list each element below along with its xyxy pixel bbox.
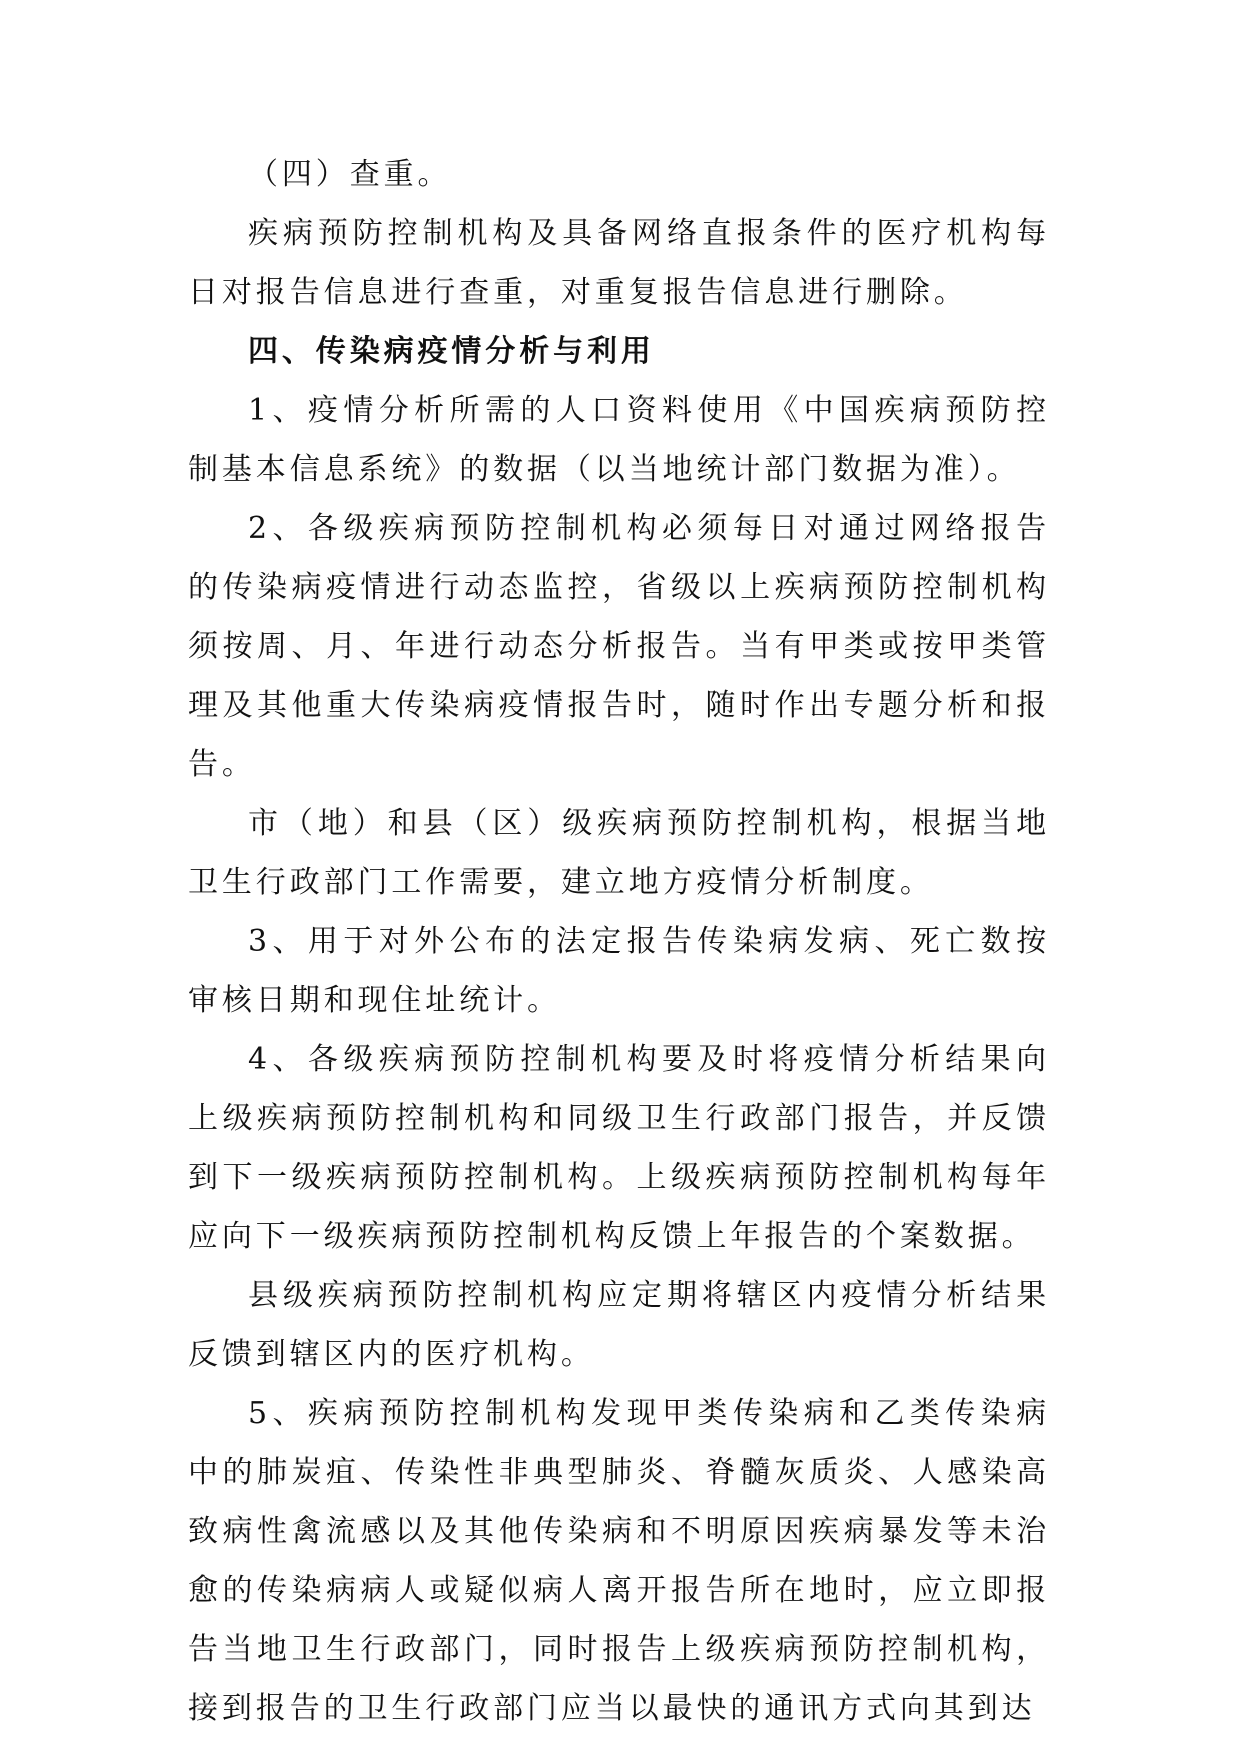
document-body bbox=[188, 145, 1050, 1738]
paragraph-county-feedback: 县级疾病预防控制机构应定期将辖区内疫情分析结果反馈到辖区内的医疗机构。 bbox=[188, 1278, 1050, 1372]
section-subheading-check-duplicates: （四）查重。 bbox=[248, 157, 452, 192]
paragraph-duplicate-check: 疾病预防控制机构及具备网络直报条件的医疗机构每日对报告信息进行查重，对重复报告信息进行删除。 bbox=[188, 216, 1050, 310]
paragraph-item-1: 1、疫情分析所需的人口资料使用《中国疾病预防控制基本信息系统》的数据（以当地统计部门数据为准）。 bbox=[188, 393, 1050, 487]
section-heading-analysis: 四、传染病疫情分析与利用 bbox=[248, 334, 655, 369]
paragraph-item-2: 2、各级疾病预防控制机构必须每日对通过网络报告的传染病疫情进行动态监控，省级以上疾病预防控制机构须按周、月、年进行动态分析报告。当有甲类或按甲类管理及其他重大传染病疫情报告时，随时作出专题分析和报告。 bbox=[188, 511, 1050, 782]
paragraph-item-5: 5、疾病预防控制机构发现甲类传染病和乙类传染病中的肺炭疽、传染性非典型肺炎、脊髓灰质炎、人感染高致病性禽流感以及其他传染病和不明原因疾病暴发等未治愈的传染病病人或疑似病人离开报告所在地时，应立即报告当地卫生行政部门，同时报告上级疾病预防控制机构，接到报告的卫生行政部门应当以最快的通讯方式向其到达 bbox=[188, 1396, 1050, 1726]
paragraph-local-analysis: 市（地）和县（区）级疾病预防控制机构，根据当地卫生行政部门工作需要，建立地方疫情分析制度。 bbox=[188, 806, 1050, 900]
paragraph-item-3: 3、用于对外公布的法定报告传染病发病、死亡数按审核日期和现住址统计。 bbox=[188, 924, 1050, 1018]
paragraph-item-4: 4、各级疾病预防控制机构要及时将疫情分析结果向上级疾病预防控制机构和同级卫生行政部门报告，并反馈到下一级疾病预防控制机构。上级疾病预防控制机构每年应向下一级疾病预防控制机构反馈上年报告的个案数据。 bbox=[188, 1042, 1050, 1254]
